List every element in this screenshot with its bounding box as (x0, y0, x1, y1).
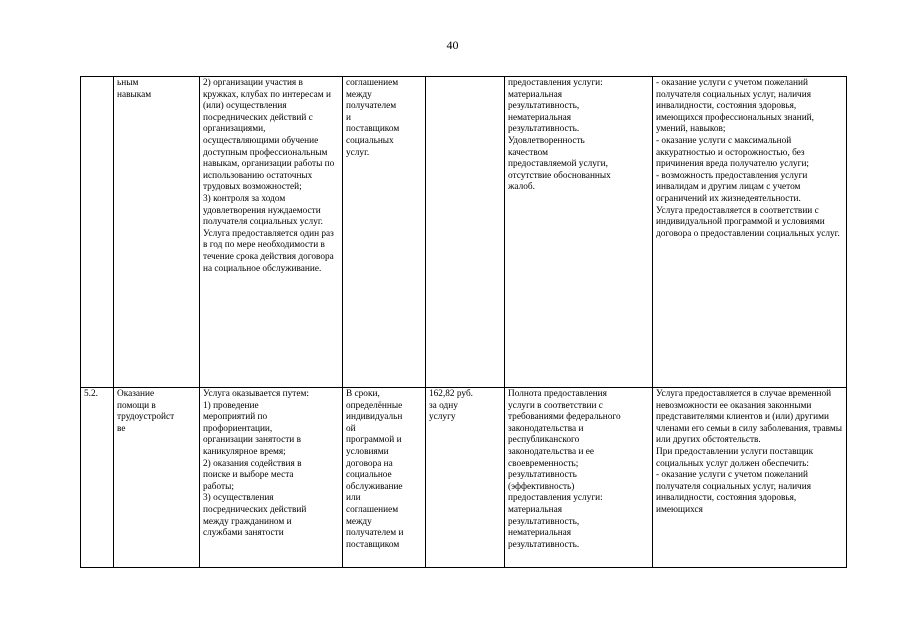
service-terms-cell: соглашением между получателем и поставщиком социальных услуг. (343, 77, 426, 388)
quality-indicators-cell: предоставления услуги: материальная результативность, нематериальная результативность. Удовлетворенность качеством предоставляемой услуги, отсутствие обоснованных жалоб. (505, 77, 653, 388)
row-number-cell: 5.2. (81, 388, 114, 568)
service-price-cell (426, 77, 505, 388)
table-row (81, 388, 847, 568)
service-conditions-cell: - оказание услуги с учетом пожеланий получателя социальных услуг, наличия инвалидности, состояния здоровья, имеющихся профессиональных знаний, умений, навыков; - оказание услуги с максимальной аккуратностью и осторожностью, без причинения вреда получателю услуги; - возможность предоставления услуги инвалидам и другим лицам с учетом ограничений их жизнедеятельности. Услуга предоставляется в соответствии с индивидуальной программой и условиями договора о предоставлении социальных услуг. (653, 77, 847, 388)
table-row (81, 77, 847, 388)
quality-indicators-cell: Полнота предоставления услуги в соответствии с требованиями федерального законодательства и республиканского законодательства и ее своевременность; результативность (эффективность) предоставления услуги: материальная результативность, нематериальная результативность. (505, 388, 653, 568)
row-number-cell (81, 77, 114, 388)
services-table (80, 76, 847, 568)
service-conditions-cell: Услуга предоставляется в случае временной невозможности ее оказания законными представителями клиентов и (или) другими членами его семьи в силу заболевания, травмы или других обстоятельств. При предоставлении услуги поставщик социальных услуг должен обеспечить: - оказание услуги с учетом пожеланий получателя социальных услуг, наличия инвалидности, состояния здоровья, имеющихся (653, 388, 847, 568)
service-name-cell: Оказание помощи в трудоустройст ве (114, 388, 200, 568)
page-number: 40 (446, 38, 459, 52)
service-name-cell: ьным навыкам (114, 77, 200, 388)
service-terms-cell: В сроки, определённые индивидуальн ой программой и условиями договора на социальное обслуживание или соглашением между получателем и поставщиком (343, 388, 426, 568)
service-price-cell: 162,82 руб. за одну услугу (426, 388, 505, 568)
service-content-cell: 2) организации участия в кружках, клубах по интересам и (или) осуществления посреднических действий с организациями, осуществляющими обучение доступным профессиональным навыкам, организации работы по использованию остаточных трудовых возможностей; 3) контроля за ходом удовлетворения нуждаемости получателя социальных услуг. Услуга предоставляется один раз в год по мере необходимости в течение срока действия договора на социальное обслуживание. (200, 77, 343, 388)
service-content-cell: Услуга оказывается путем: 1) проведение мероприятий по профориентации, организации занятости в каникулярное время; 2) оказания содействия в поиске и выборе места работы; 3) осуществления посреднических действий между гражданином и службами занятости (200, 388, 343, 568)
